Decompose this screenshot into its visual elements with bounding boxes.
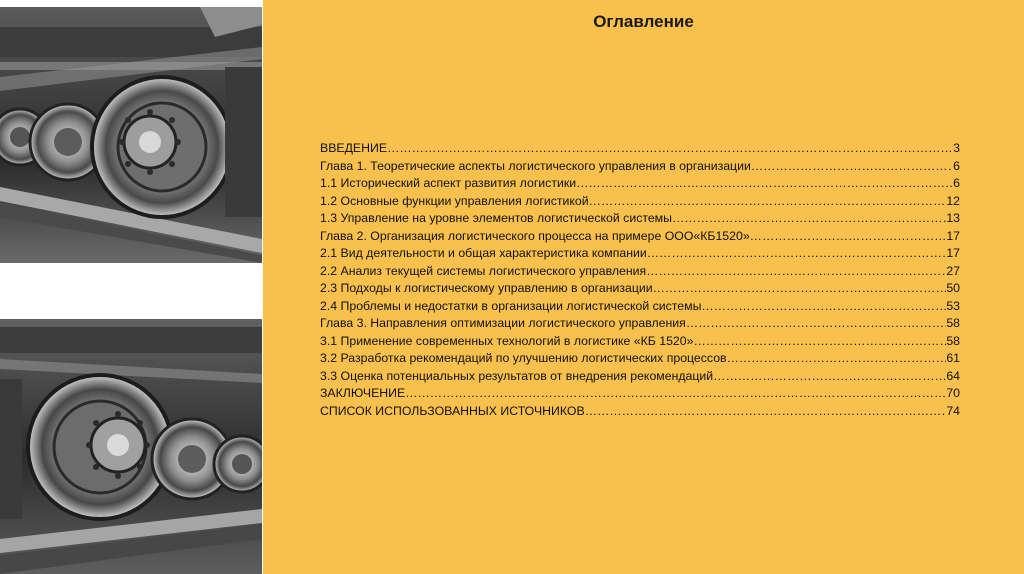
toc-entry-page: 17 [946,246,960,260]
train-wheels-photo-top [0,7,262,263]
toc-entry [320,210,960,228]
toc-leader-dots [653,280,947,298]
toc-leader-dots [750,228,947,246]
toc-leader-dots [576,175,953,193]
toc-entry [320,368,960,386]
toc-entry [320,245,960,263]
toc-leader-dots [701,298,946,316]
train-wheels-photo-bottom [0,319,262,574]
toc-entry-label: 1.3 Управление на уровне элементов логистической системы [320,211,672,225]
toc-entry-label: СПИСОК ИСПОЛЬЗОВАННЫХ ИСТОЧНИКОВ [320,403,585,418]
toc-leader-dots [751,158,953,176]
toc-leader-dots [686,315,947,333]
toc-entry-label: 2.1 Вид деятельности и общая характеристика компании [320,246,647,260]
toc-entry-label: 2.4 Проблемы и недостатки в организации логистической системы [320,298,702,313]
train-wheels-image [0,7,262,263]
toc-entry-page: 17 [946,228,960,243]
toc-entry [320,228,960,246]
toc-entry [320,140,960,158]
toc-entry-label: 3.3 Оценка потенциальных результатов от внедрения рекомендаций [320,368,714,383]
toc-leader-dots [585,403,947,421]
toc-entry [320,175,960,193]
toc-entry [320,158,960,176]
toc-entry-page: 13 [946,211,960,225]
toc-entry-label: Глава 3. Направления оптимизации логистического управления [320,316,686,330]
table-of-contents [320,140,960,420]
toc-entry-page: 6 [953,158,960,173]
toc-entry [320,315,960,333]
toc-entry-label: 3.1 Применение современных технологий в логистике «КБ 1520» [320,333,694,348]
toc-entry-page: 53 [946,298,960,313]
toc-entry [320,193,960,211]
page-title: Оглавление [593,12,694,31]
toc-entry-label: ЗАКЛЮЧЕНИЕ [320,386,406,400]
toc-entry [320,333,960,351]
toc-leader-dots [672,210,946,228]
toc-entry [320,385,960,403]
content-panel [263,0,1024,574]
toc-leader-dots [405,385,946,403]
train-wheels-image [0,319,262,574]
toc-entry-label: Глава 2. Организация логистического процесса на примере ООО«КБ1520» [320,228,750,243]
toc-leader-dots [647,245,947,263]
toc-leader-dots [713,368,946,386]
toc-leader-dots [387,140,953,158]
toc-entry [320,350,960,368]
toc-entry-label: 2.2 Анализ текущей системы логистического управления [320,263,647,278]
toc-leader-dots [646,263,946,281]
toc-entry-page: 74 [946,403,960,418]
toc-leader-dots [727,350,947,368]
toc-entry [320,298,960,316]
toc-entry-page: 58 [946,333,960,348]
toc-leader-dots [589,193,947,211]
toc-entry-label: 1.1 Исторический аспект развития логистики [320,176,577,190]
toc-entry-page: 58 [946,316,960,330]
toc-entry-page: 6 [953,176,960,190]
toc-entry-page: 50 [946,281,960,295]
toc-entry-label: 3.2 Разработка рекомендаций по улучшению логистических процессов [320,351,727,365]
toc-entry-label: ВВЕДЕНИЕ [320,141,388,155]
toc-entry [320,403,960,421]
toc-entry-label: Глава 1. Теоретические аспекты логистического управления в организации [320,158,751,173]
toc-entry-page: 3 [953,141,960,155]
toc-entry-label: 1.2 Основные функции управления логистикой [320,193,589,208]
toc-entry-label: 2.3 Подходы к логистическому управлению в организации [320,281,653,295]
toc-entry-page: 61 [946,351,960,365]
toc-entry [320,280,960,298]
toc-leader-dots [693,333,946,351]
toc-entry-page: 12 [946,193,960,208]
toc-entry [320,263,960,281]
toc-entry-page: 70 [946,386,960,400]
toc-entry-page: 27 [946,263,960,278]
toc-entry-page: 64 [946,368,960,383]
